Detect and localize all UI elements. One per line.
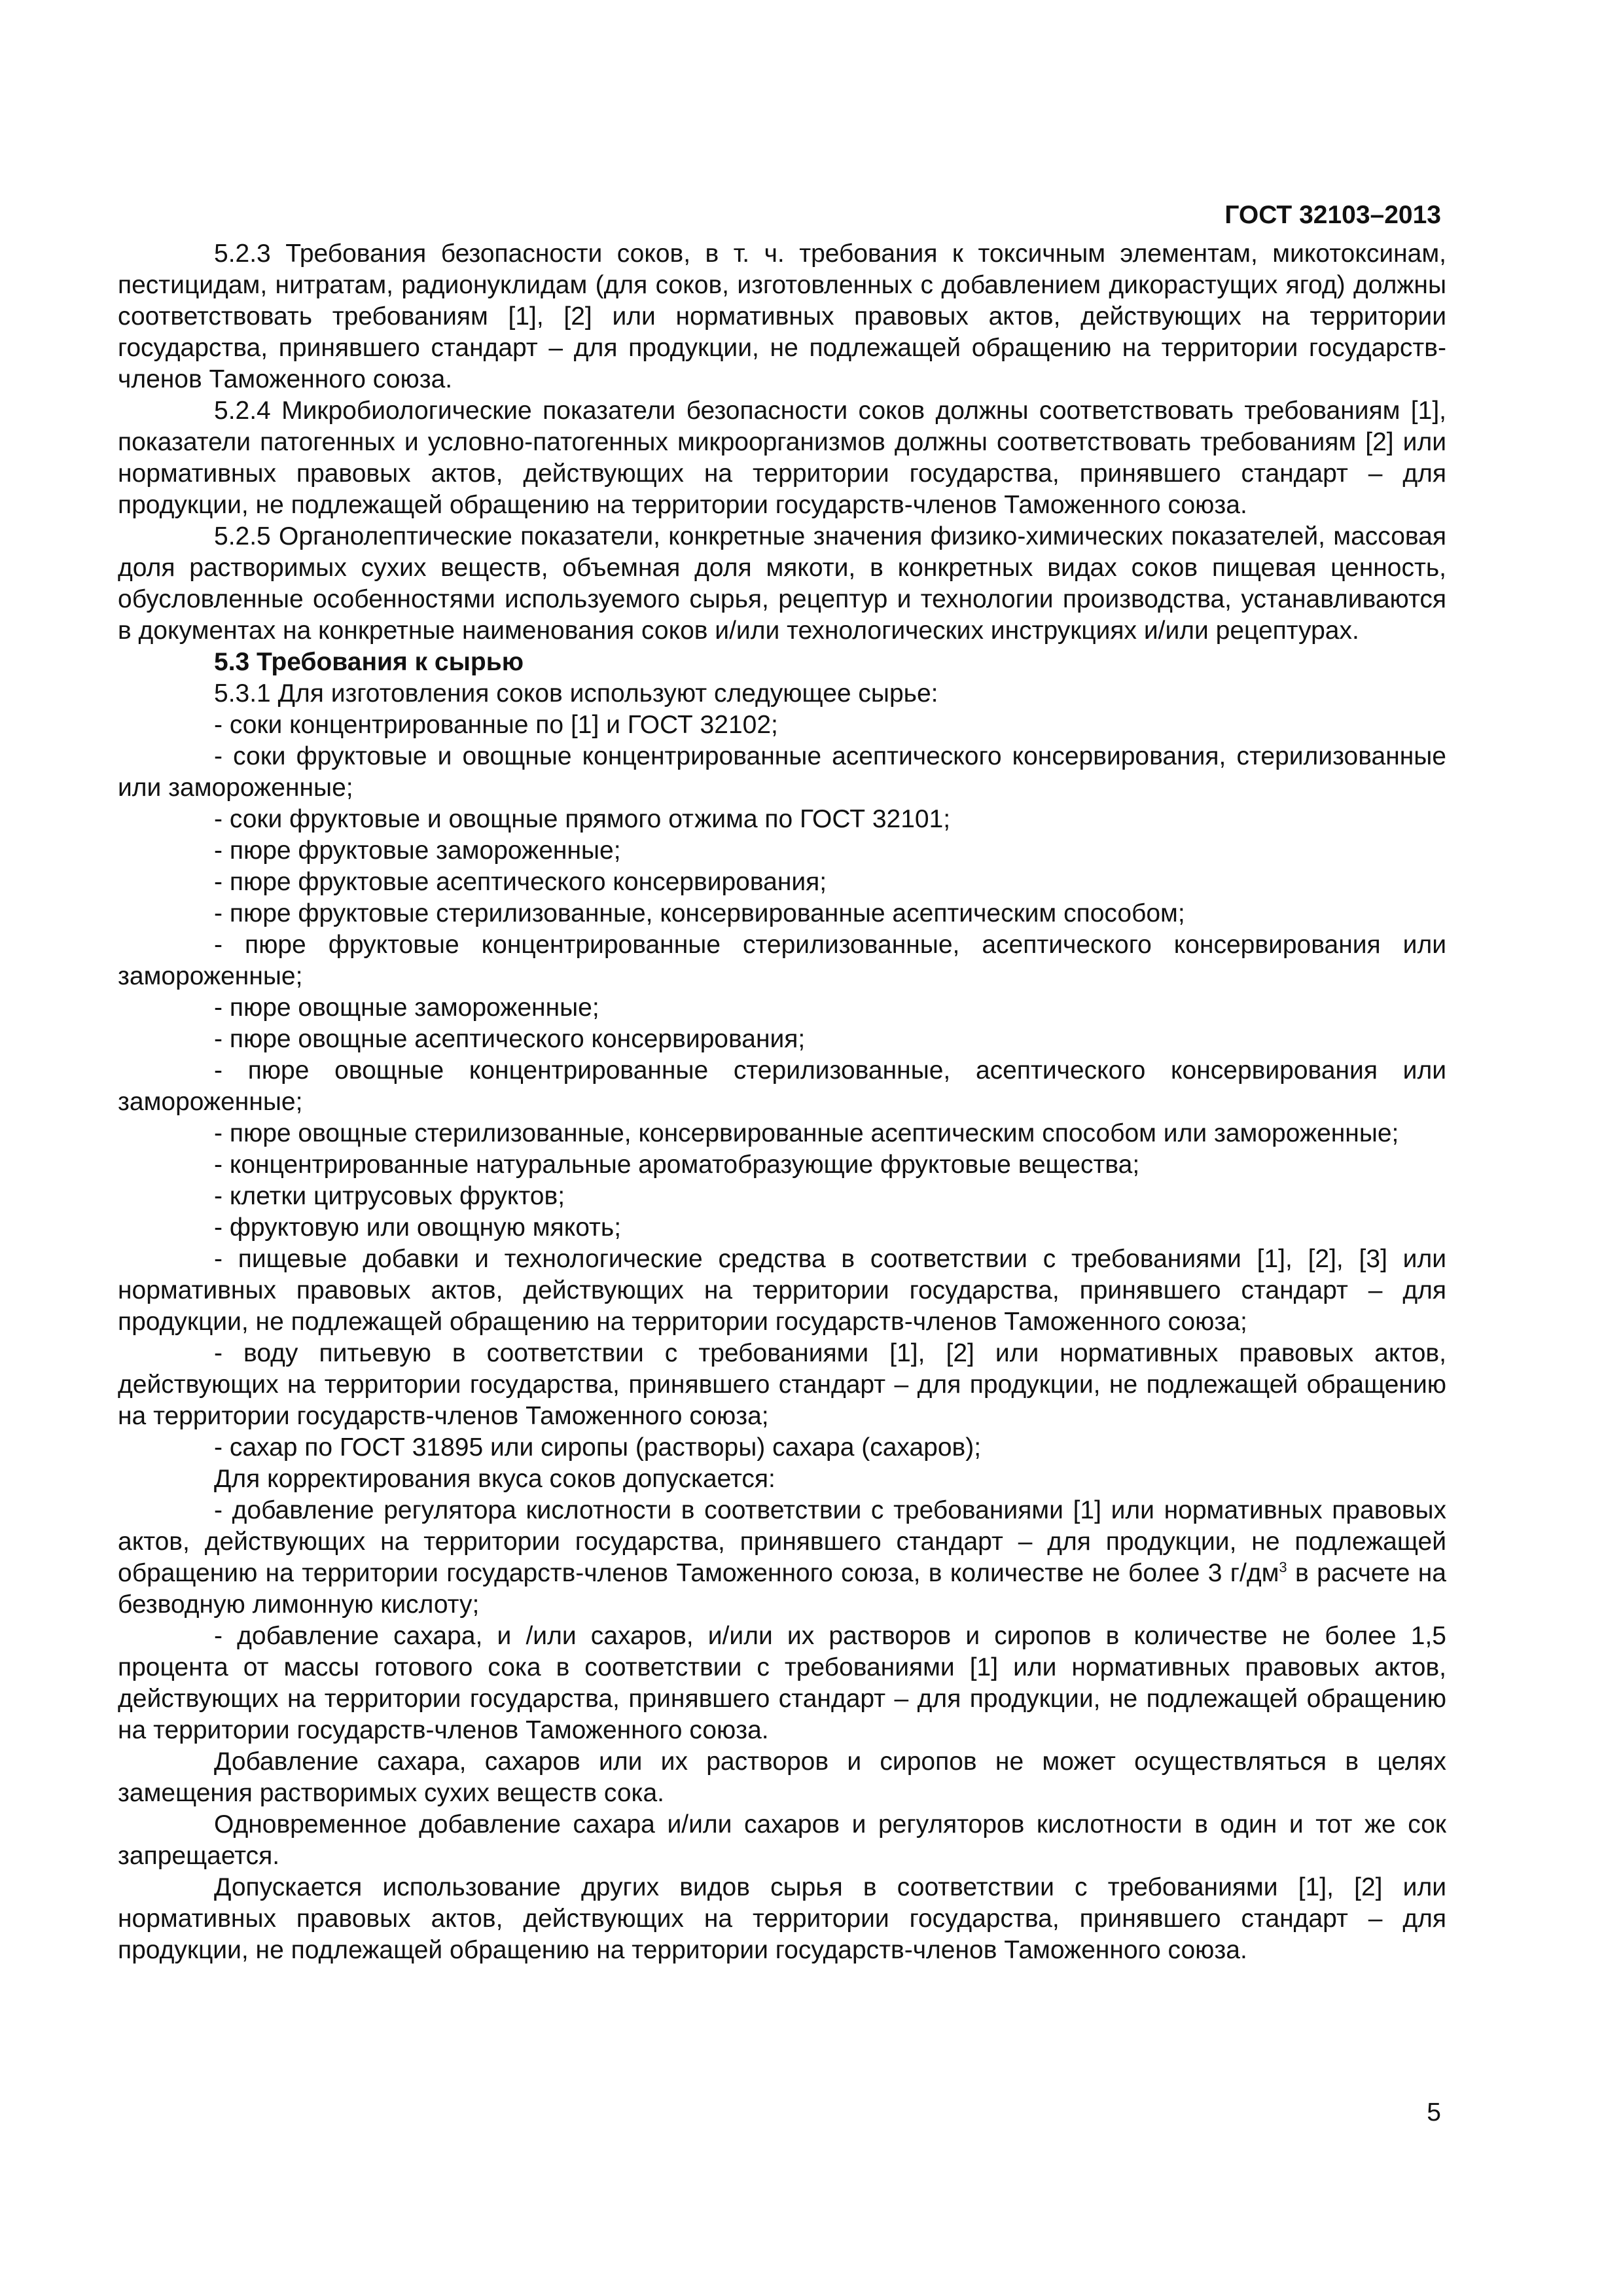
list-item: - пюре фруктовые замороженные; [214,836,621,865]
document-body [118,238,1446,1966]
list-item: - воду питьевую в соответствии с требованиями [1], [2] или нормативных правовых актов, действующих на территории государства, принявшего стандарт – для продукции, не подлежащей обращению на территории государств-членов Таможенного союза; [118,1339,1446,1430]
list-item: - клетки цитрусовых фруктов; [214,1182,565,1210]
list-item: - пюре овощные асептического консервирования; [214,1025,806,1053]
acid-text-after: в расчете на безводную лимонную кислоту; [118,1559,1446,1619]
paragraph-5-2-4: 5.2.4 Микробиологические показатели безопасности соков должны соответствовать требованиям [1], показатели патогенных и условно-патогенных микроорганизмов должны соответствовать требованиям [2] или нормативных правовых актов, действующих на территории государства, принявшего стандарт – для продукции, не подлежащей обращению на территории государств-членов Таможенного союза. [118,397,1446,519]
acid-text-before: - добавление регулятора кислотности в соответствии с требованиями [1] или нормативных правовых актов, действующих на территории государства, принявшего стандарт – для продукции, не подлежащей обращению на территории государств-членов Таможенного союза, в количестве не более 3 г/дм [118,1496,1446,1587]
page-number: 5 [1427,2098,1441,2126]
list-item: - соки концентрированные по [1] и ГОСТ 32102; [214,711,778,739]
paragraph: Допускается использование других видов сырья в соответствии с требованиями [1], [2] или нормативных правовых актов, действующих на территории государства, принявшего стандарт – для продукции, не подлежащей обращению на территории государств-членов Таможенного союза. [118,1873,1446,1964]
list-item: - фруктовую или овощную мякоть; [214,1213,622,1242]
list-item: - соки фруктовые и овощные концентрированные асептического консервирования, стерилизованные или замороженные; [118,742,1446,802]
paragraph-taste-correction: Для корректирования вкуса соков допускается: [214,1465,776,1493]
list-item: - концентрированные натуральные ароматобразующие фруктовые вещества; [214,1151,1140,1179]
list-item: - пюре фруктовые асептического консервирования; [214,868,827,896]
list-item: - добавление сахара, и /или сахаров, и/или их растворов и сиропов в количестве не более 1,5 процента от массы готового сока в соответствии с требованиями [1] или нормативных правовых актов, действующих на территории государства, принявшего стандарт – для продукции, не подлежащей обращению на территории государств-членов Таможенного союза. [118,1622,1446,1744]
paragraph: Одновременное добавление сахара и/или сахаров и регуляторов кислотности в один и тот же сок запрещается. [118,1810,1446,1870]
superscript-cubic: 3 [1279,1559,1287,1575]
paragraph-5-3-1: 5.3.1 Для изготовления соков используют следующее сырье: [214,679,938,708]
list-item: - пищевые добавки и технологические средства в соответствии с требованиями [1], [2], [3] или нормативных правовых актов, действующих на территории государства, принявшего стандарт – для продукции, не подлежащей обращению на территории государств-членов Таможенного союза; [118,1245,1446,1336]
list-item: - пюре фруктовые стерилизованные, консервированные асептическим способом; [214,899,1185,927]
list-item: - соки фруктовые и овощные прямого отжима по ГОСТ 32101; [214,805,951,833]
list-item-acidity-regulator [118,1495,1446,1621]
paragraph-5-2-5: 5.2.5 Органолептические показатели, конкретные значения физико-химических показателей, массовая доля растворимых сухих веществ, объемная доля мякоти, в конкретных видах соков пищевая ценность, обусловленные особенностями используемого сырья, рецептур и технологии производства, устанавливаются в документах на конкретные наименования соков и/или технологических инструкциях и/или рецептурах. [118,522,1446,645]
list-item: - пюре овощные замороженные; [214,994,599,1022]
document-id: ГОСТ 32103–2013 [1224,201,1441,229]
paragraph: Добавление сахара, сахаров или их растворов и сиропов не может осуществляться в целях замещения растворимых сухих веществ сока. [118,1748,1446,1807]
list-item: - пюре овощные стерилизованные, консервированные асептическим способом или замороженные; [214,1119,1399,1147]
list-item: - пюре овощные концентрированные стерилизованные, асептического консервирования или замороженные; [118,1056,1446,1116]
paragraph-5-2-3: 5.2.3 Требования безопасности соков, в т. ч. требования к токсичным элементам, микотоксинам, пестицидам, нитратам, радионуклидам (для соков, изготовленных с добавлением дикорастущих ягод) должны соответствовать требованиям [1], [2] или нормативных правовых актов, действующих на территории государства, принявшего стандарт – для продукции, не подлежащей обращению на территории государств-членов Таможенного союза. [118,240,1446,393]
list-item: - пюре фруктовые концентрированные стерилизованные, асептического консервирования или замороженные; [118,931,1446,990]
section-heading-5-3: 5.3 Требования к сырью [214,648,524,676]
list-item: - сахар по ГОСТ 31895 или сиропы (растворы) сахара (сахаров); [214,1433,982,1462]
